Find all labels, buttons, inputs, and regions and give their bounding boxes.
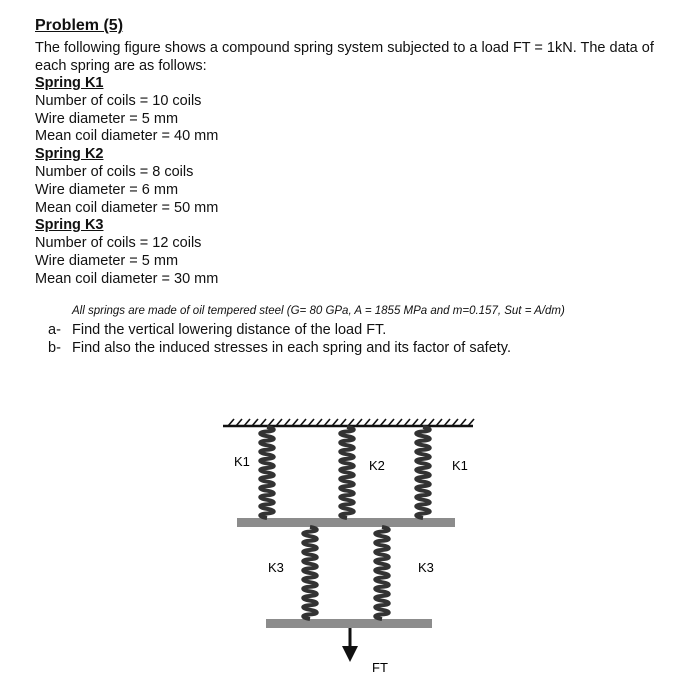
spring-k3-mean: Mean coil diameter = 30 mm: [35, 270, 219, 287]
problem-title: Problem (5): [35, 17, 124, 34]
spring-k2-mean: Mean coil diameter = 50 mm: [35, 199, 219, 216]
label-k1-right: K1: [452, 458, 468, 473]
spring-k3-heading: Spring K3: [35, 217, 104, 234]
spring-k2-heading: Spring K2: [35, 146, 104, 163]
task-b-text: Find also the induced stresses in each spring and its factor of safety.: [72, 340, 511, 356]
spring-k3-right: [375, 527, 389, 619]
spring-k2-coils: Number of coils = 8 coils: [35, 163, 194, 180]
spring-k1-mean: Mean coil diameter = 40 mm: [35, 128, 219, 145]
material-assumptions: All springs are made of oil tempered steel (G= 80 GPa, A = 1855 MPa and m=0.157, Sut = A/dm): [72, 305, 565, 317]
label-k1-left: K1: [234, 454, 250, 469]
spring-k3-coils: Number of coils = 12 coils: [35, 235, 202, 252]
spring-k2: [340, 427, 354, 518]
label-k2: K2: [369, 458, 385, 473]
label-k3-right: K3: [418, 560, 434, 575]
bottom-plate: [266, 619, 432, 628]
problem-intro: The following figure shows a compound spring system subjected to a load FT = 1kN. The data of each spring are as follows:: [35, 40, 654, 74]
task-a-text: Find the vertical lowering distance of the load FT.: [72, 322, 387, 338]
task-a-label: a-: [48, 322, 61, 338]
load-label: FT: [372, 660, 388, 675]
spring-k1-heading: Spring K1: [35, 75, 104, 91]
spring-k3-wire: Wire diameter = 5 mm: [35, 252, 179, 269]
spring-k1-right: [416, 427, 430, 518]
spring-k1-coils: Number of coils = 10 coils: [35, 92, 202, 109]
task-b-label: b-: [48, 340, 61, 356]
load-arrow: [342, 628, 358, 662]
ceiling-support: [223, 419, 474, 426]
spring-k1-left: [260, 427, 274, 518]
spring-k3-left: [303, 527, 317, 619]
label-k3-left: K3: [268, 560, 284, 575]
spring-k1-wire: Wire diameter = 5 mm: [35, 110, 179, 127]
spring-k2-wire: Wire diameter = 6 mm: [35, 181, 179, 198]
